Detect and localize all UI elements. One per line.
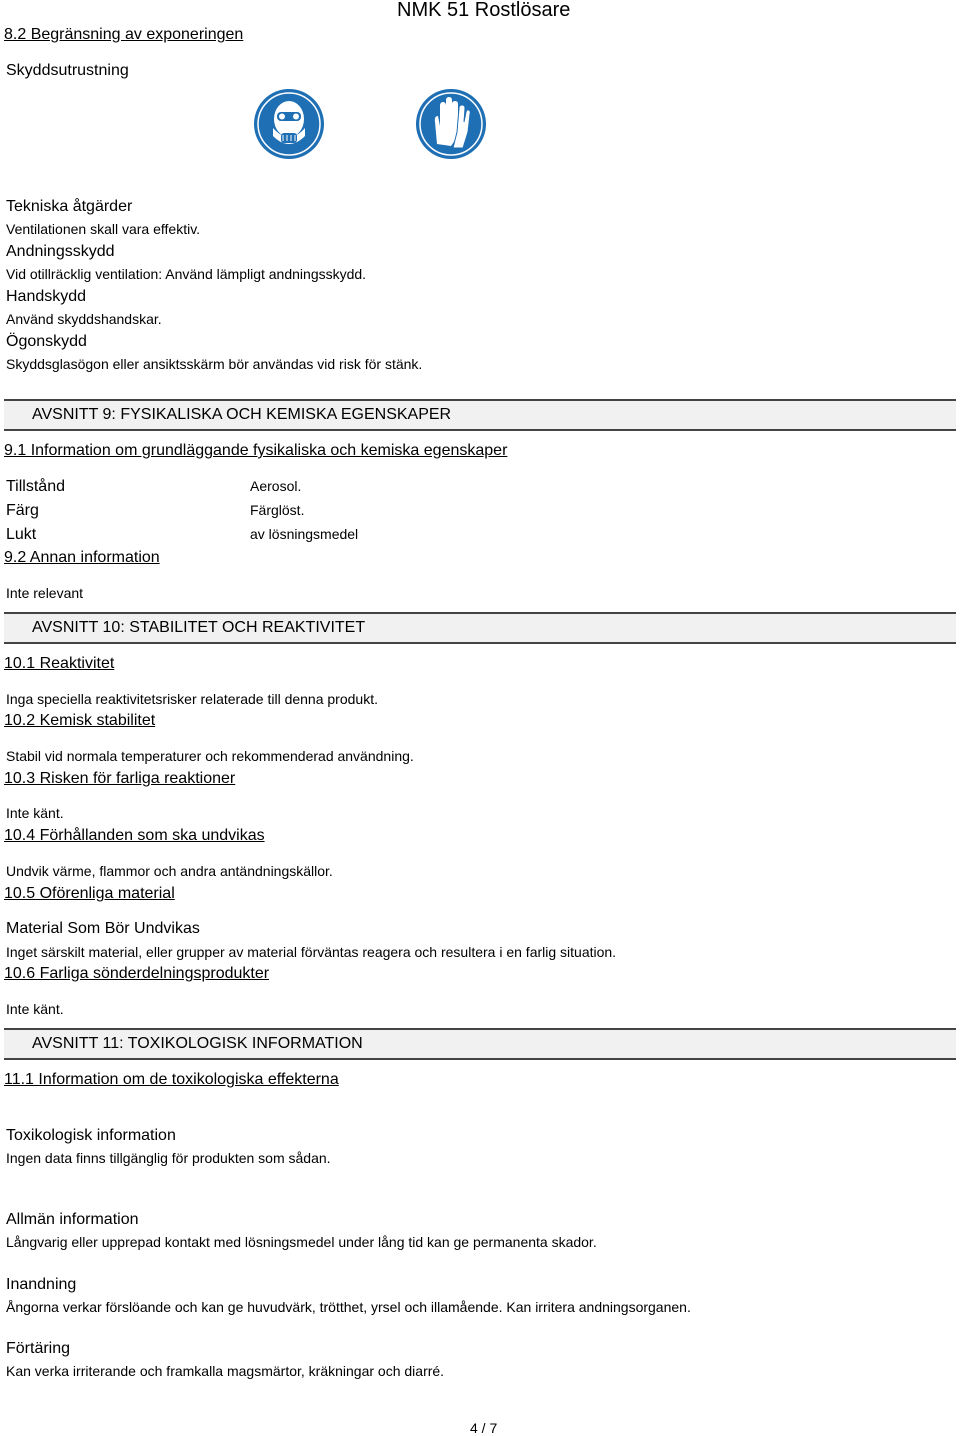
section-10-1-heading: 10.1 Reaktivitet [4,655,115,672]
property-label: Lukt [6,526,37,543]
property-value: Aerosol. [250,478,302,494]
section-10-bar [4,612,956,644]
section-10-6-text: Inte känt. [6,1001,64,1017]
document-title: NMK 51 Rostlösare [397,0,571,21]
section-9-1-heading: 9.1 Information om grundläggande fysikaliska och kemiska egenskaper [4,442,508,459]
section-10-title: AVSNITT 10: STABILITET OCH REAKTIVITET [32,619,366,636]
measure-heading: Handskydd [6,288,87,305]
page-number: 4 / 7 [470,1420,498,1436]
materials-text: Inget särskilt material, eller grupper av material förväntas reagera och resultera i en farlig situation. [6,944,617,960]
tox-heading: Allmän information [6,1211,139,1228]
section-11-title: AVSNITT 11: TOXIKOLOGISK INFORMATION [32,1035,363,1052]
measure-text: Skyddsglasögon eller ansiktsskärm bör användas vid risk för stänk. [6,356,423,372]
measure-heading: Andningsskydd [6,243,115,260]
section-8-2-heading: 8.2 Begränsning av exponeringen [4,26,244,43]
tox-heading: Förtäring [6,1340,71,1357]
property-value: Färglöst. [250,502,305,518]
section-10-3-text: Inte känt. [6,805,64,821]
section-9-bar [4,399,956,431]
property-label: Tillstånd [6,478,65,495]
section-10-4-text: Undvik värme, flammor och andra antändningskällor. [6,863,333,879]
respirator-icon [251,86,327,162]
measure-heading: Ögonskydd [6,333,87,350]
tox-text: Långvarig eller upprepad kontakt med lösningsmedel under lång tid kan ge permanenta skador. [6,1234,597,1250]
section-11-1-heading: 11.1 Information om de toxikologiska effekterna [4,1071,339,1088]
tox-heading: Toxikologisk information [6,1127,176,1144]
measure-text: Vid otillräcklig ventilation: Använd lämpligt andningsskydd. [6,266,367,282]
gloves-icon [413,86,489,162]
measure-text: Ventilationen skall vara effektiv. [6,221,201,237]
tox-text: Ingen data finns tillgänglig för produkten som sådan. [6,1150,331,1166]
section-10-6-heading: 10.6 Farliga sönderdelningsprodukter [4,965,270,982]
tox-text: Kan verka irriterande och framkalla magsmärtor, kräkningar och diarré. [6,1363,445,1379]
property-value: av lösningsmedel [250,526,359,542]
section-9-title: AVSNITT 9: FYSIKALISKA OCH KEMISKA EGENSKAPER [32,406,452,423]
other-info-text: Inte relevant [6,585,84,601]
measure-heading: Tekniska åtgärder [6,198,133,215]
section-10-3-heading: 10.3 Risken för farliga reaktioner [4,770,236,787]
measure-text: Använd skyddshandskar. [6,311,162,327]
tox-text: Ångorna verkar förslöande och kan ge huvudvärk, trötthet, yrsel och illamående. Kan irritera andningsorganen. [6,1299,691,1315]
section-9-2-heading: 9.2 Annan information [4,549,160,566]
section-10-5-heading: 10.5 Oförenliga material [4,885,175,902]
materials-heading: Material Som Bör Undvikas [6,920,200,937]
section-10-4-heading: 10.4 Förhållanden som ska undvikas [4,827,265,844]
tox-heading: Inandning [6,1276,77,1293]
section-11-bar [4,1028,956,1060]
ppe-heading: Skyddsutrustning [6,62,129,79]
section-10-2-heading: 10.2 Kemisk stabilitet [4,712,156,729]
section-10-1-text: Inga speciella reaktivitetsrisker relaterade till denna produkt. [6,691,378,707]
section-10-2-text: Stabil vid normala temperaturer och rekommenderad användning. [6,748,414,764]
property-label: Färg [6,502,39,519]
